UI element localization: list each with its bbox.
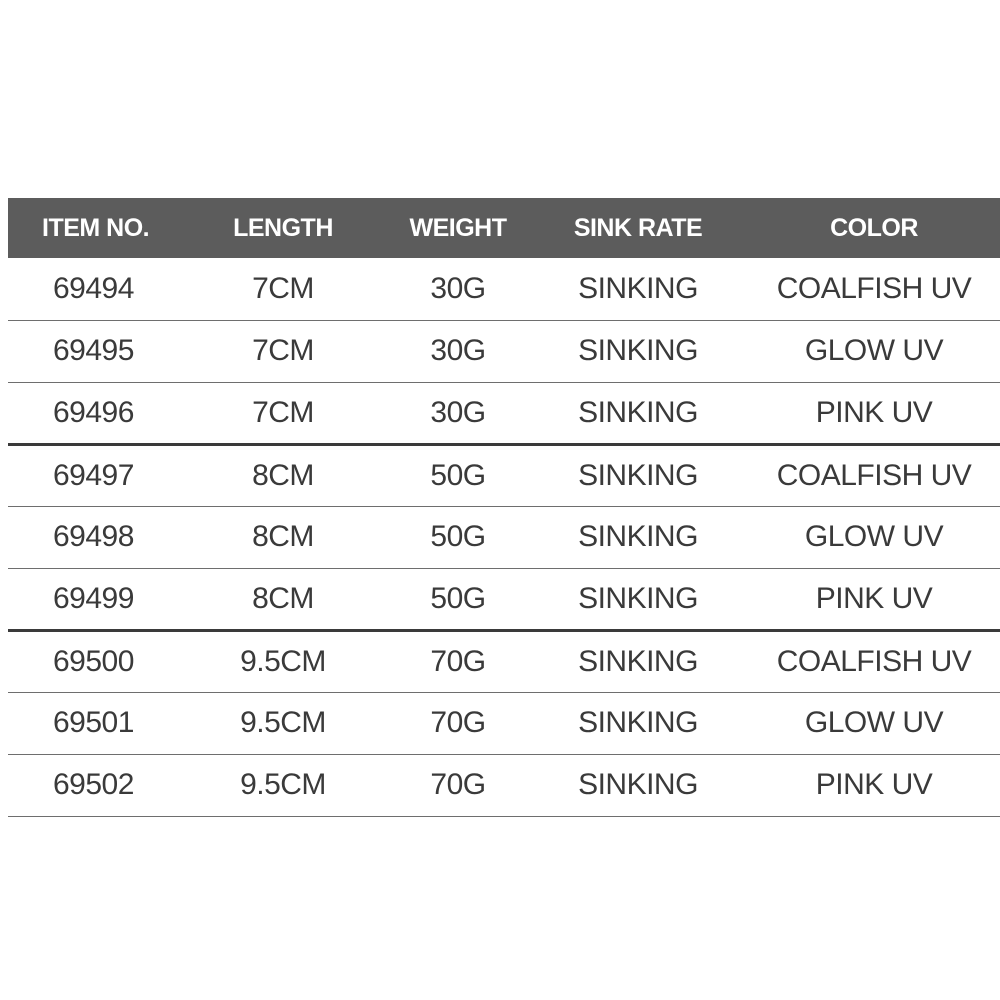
cell-sink-rate: SINKING (528, 568, 748, 630)
cell-weight: 30G (388, 320, 528, 382)
table-row (8, 258, 1000, 320)
cell-color: COALFISH UV (748, 258, 1000, 320)
cell-weight: 30G (388, 258, 528, 320)
cell-item-no: 69500 (8, 630, 178, 692)
cell-length: 9.5CM (178, 692, 388, 754)
table-row (8, 444, 1000, 506)
cell-item-no: 69494 (8, 258, 178, 320)
cell-length: 7CM (178, 258, 388, 320)
cell-weight: 50G (388, 444, 528, 506)
table-row (8, 692, 1000, 754)
cell-weight: 50G (388, 506, 528, 568)
cell-sink-rate: SINKING (528, 444, 748, 506)
cell-length: 8CM (178, 444, 388, 506)
cell-weight: 70G (388, 630, 528, 692)
spec-table (8, 198, 1000, 817)
cell-color: GLOW UV (748, 320, 1000, 382)
cell-length: 8CM (178, 568, 388, 630)
cell-color: GLOW UV (748, 692, 1000, 754)
header-length: LENGTH (233, 213, 333, 242)
table-row (8, 630, 1000, 692)
cell-sink-rate: SINKING (528, 382, 748, 444)
table-body (8, 258, 1000, 816)
cell-sink-rate: SINKING (528, 258, 748, 320)
cell-sink-rate: SINKING (528, 320, 748, 382)
cell-sink-rate: SINKING (528, 506, 748, 568)
table-row (8, 506, 1000, 568)
cell-length: 9.5CM (178, 754, 388, 816)
cell-weight: 70G (388, 754, 528, 816)
cell-color: PINK UV (748, 382, 1000, 444)
cell-item-no: 69502 (8, 754, 178, 816)
cell-length: 7CM (178, 320, 388, 382)
cell-length: 8CM (178, 506, 388, 568)
cell-weight: 50G (388, 568, 528, 630)
cell-weight: 30G (388, 382, 528, 444)
header-weight: WEIGHT (409, 213, 507, 242)
cell-item-no: 69495 (8, 320, 178, 382)
cell-item-no: 69499 (8, 568, 178, 630)
header-row (8, 198, 1000, 258)
cell-item-no: 69496 (8, 382, 178, 444)
cell-color: COALFISH UV (748, 630, 1000, 692)
table-header (8, 198, 1000, 258)
header-sink-rate: SINK RATE (573, 213, 703, 242)
header-item-no: ITEM NO. (42, 213, 150, 242)
cell-length: 9.5CM (178, 630, 388, 692)
table-row (8, 568, 1000, 630)
table-row (8, 754, 1000, 816)
cell-sink-rate: SINKING (528, 692, 748, 754)
cell-color: GLOW UV (748, 506, 1000, 568)
table-row (8, 320, 1000, 382)
cell-item-no: 69497 (8, 444, 178, 506)
cell-color: PINK UV (748, 754, 1000, 816)
header-color: COLOR (830, 213, 918, 242)
cell-sink-rate: SINKING (528, 754, 748, 816)
table-row (8, 382, 1000, 444)
cell-item-no: 69498 (8, 506, 178, 568)
cell-weight: 70G (388, 692, 528, 754)
cell-color: PINK UV (748, 568, 1000, 630)
cell-color: COALFISH UV (748, 444, 1000, 506)
cell-item-no: 69501 (8, 692, 178, 754)
cell-sink-rate: SINKING (528, 630, 748, 692)
cell-length: 7CM (178, 382, 388, 444)
